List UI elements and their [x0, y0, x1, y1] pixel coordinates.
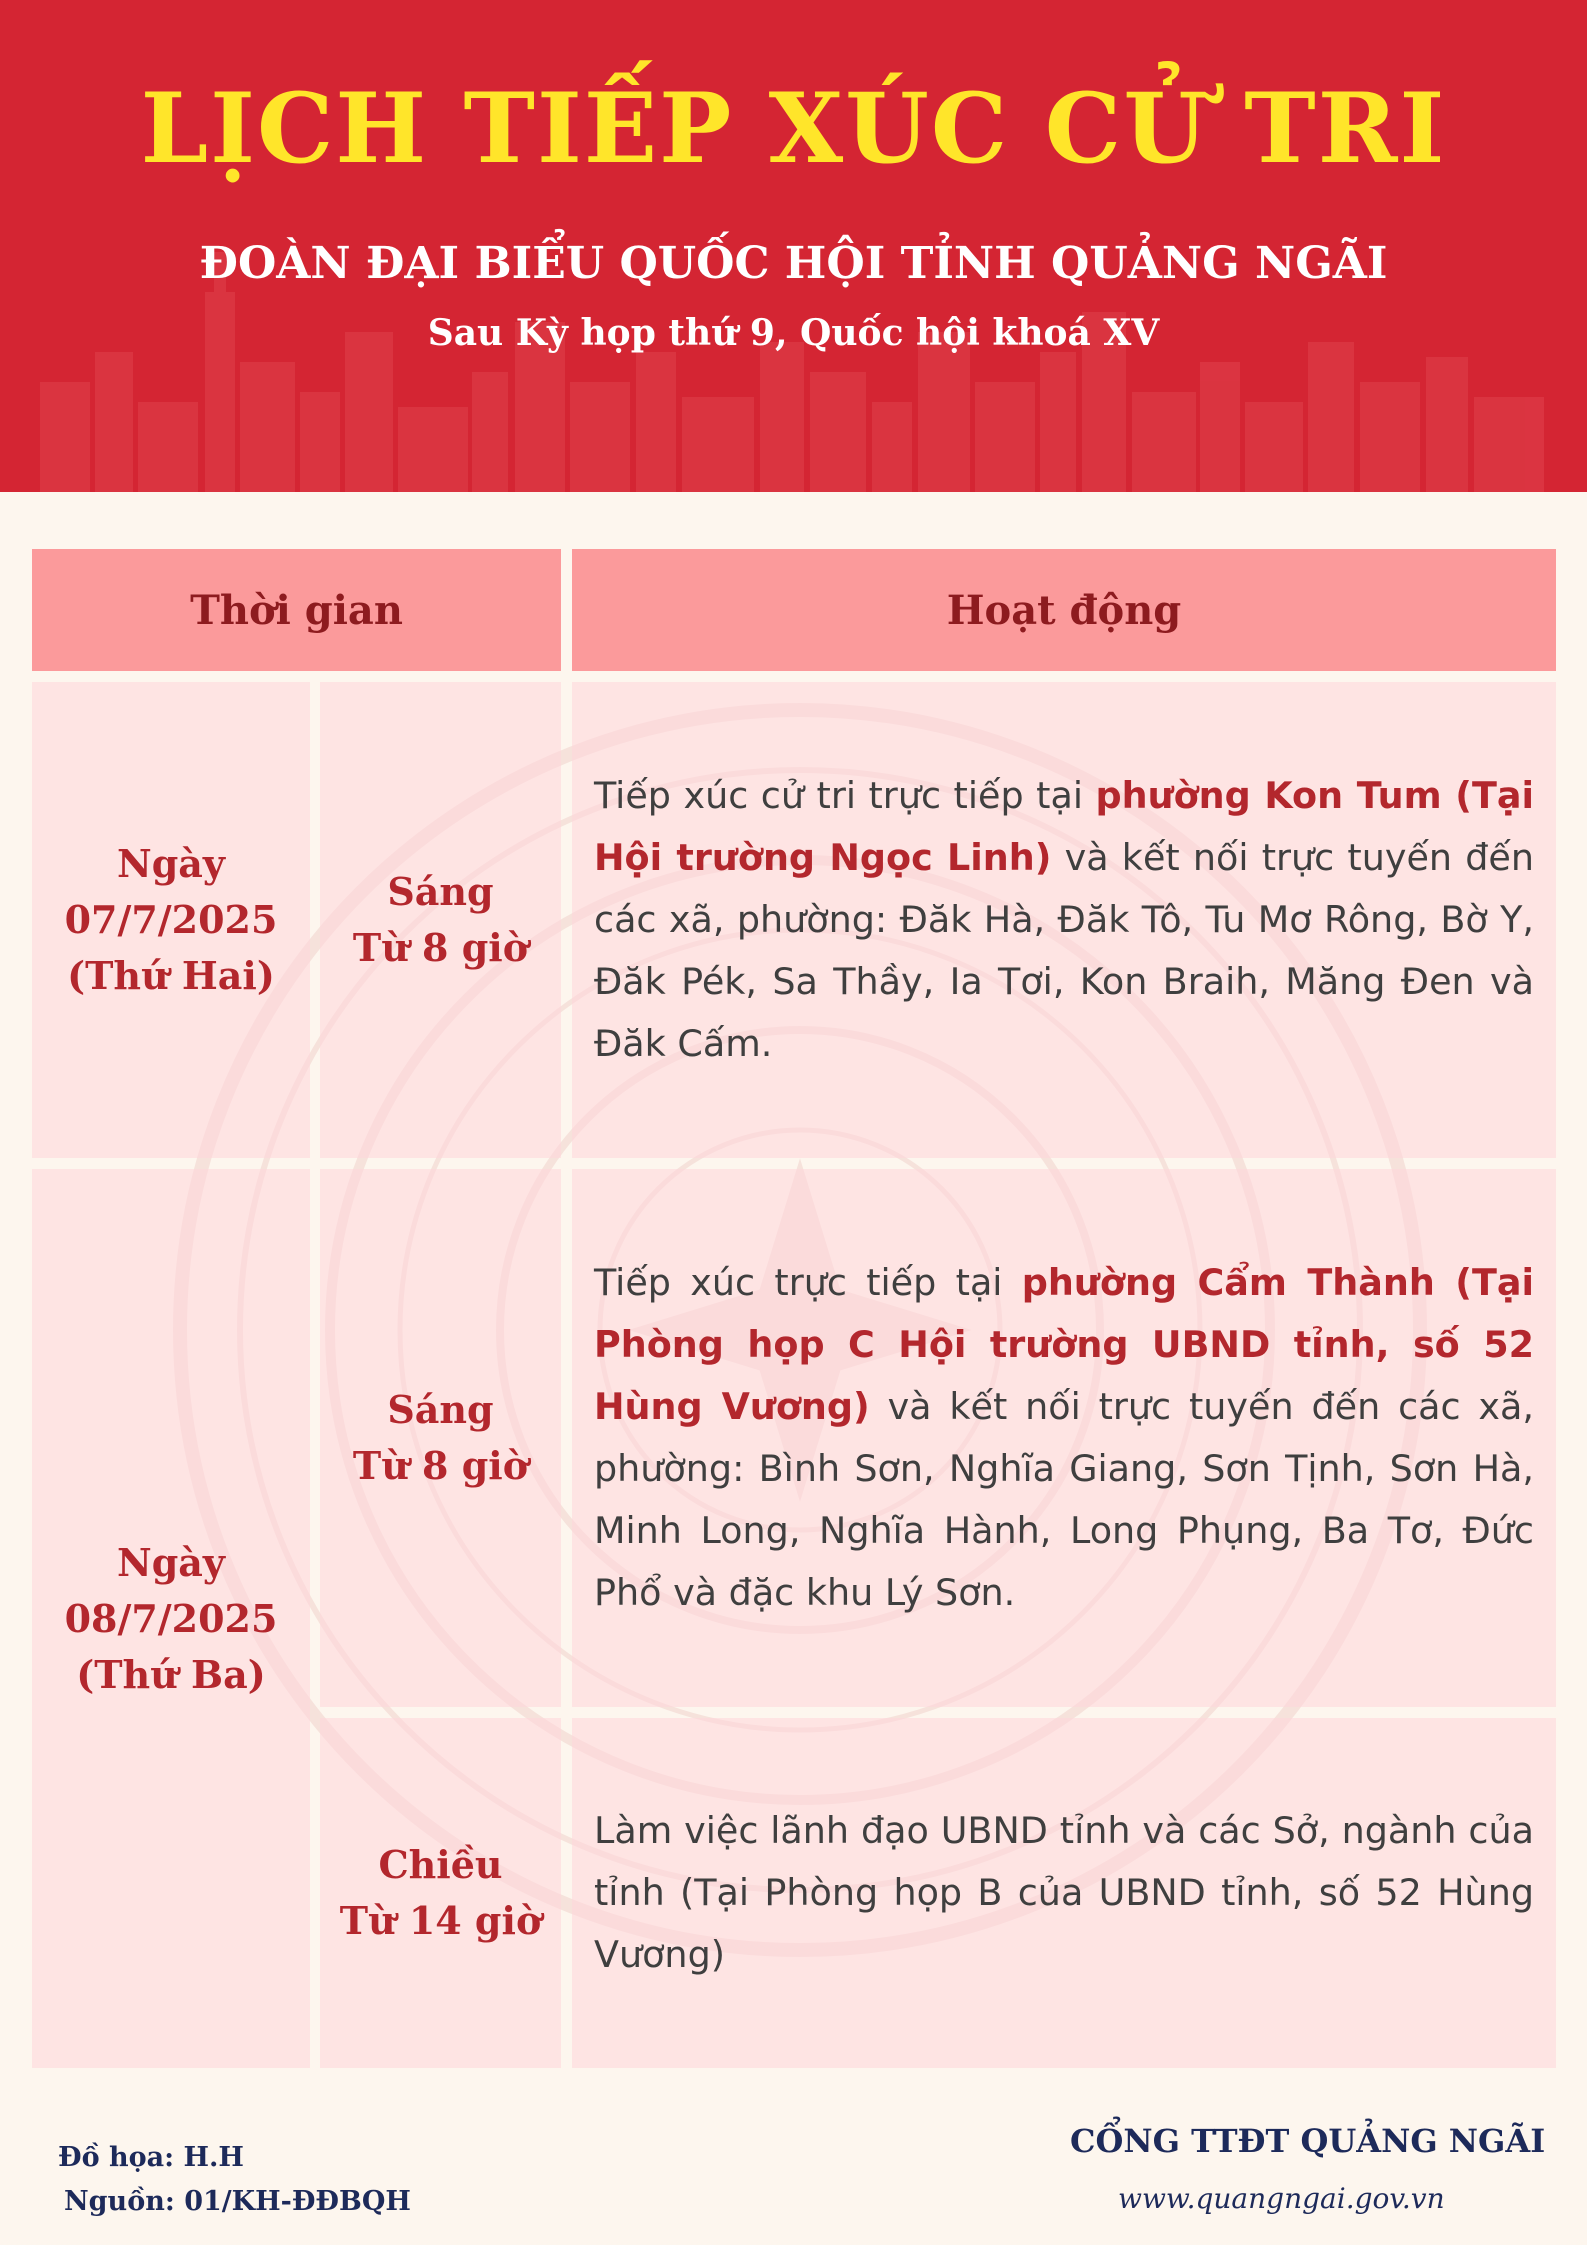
day1-activity-intro: Tiếp xúc cử tri trực tiếp tại: [594, 774, 1096, 817]
footer-credits: [58, 2136, 411, 2224]
day1-session-cell: [320, 682, 561, 1158]
column-header-activity: [572, 549, 1556, 671]
day2-afternoon-activity-text: [594, 1800, 1534, 1986]
column-header-activity-label: Hoạt động: [946, 586, 1182, 634]
day1-session-name: Sáng: [387, 869, 494, 914]
day2-date: 08/7/2025: [64, 1595, 278, 1641]
day1-weekday: (Thứ Hai): [67, 953, 275, 998]
day2-morning-session-cell: [320, 1169, 561, 1707]
day2-morning-activity-details: và kết nối trực tuyến đến các xã, phường: Bình Sơn, Nghĩa Giang, Sơn Tịnh, Sơn Hà, Minh Long, Nghĩa Hành, Long Phụng, Ba Tơ, Đức Phổ và đặc khu Lý Sơn.: [594, 1385, 1534, 1614]
portal-name: CỔNG TTĐT QUẢNG NGÃI: [1070, 2122, 1546, 2160]
column-header-time: [32, 549, 561, 671]
day1-activity-cell: [572, 682, 1556, 1158]
day2-morning-activity-venue: phường Cẩm Thành (Tại Phòng họp C Hội trường UBND tỉnh, số 52 Hùng Vương): [594, 1261, 1535, 1428]
day2-afternoon-activity-cell: [572, 1718, 1556, 2068]
day2-morning-session-time: Từ 8 giờ: [352, 1443, 529, 1488]
day2-morning-activity-text: [594, 1252, 1534, 1624]
day2-label: Ngày: [116, 1539, 225, 1585]
day1-label: Ngày: [116, 841, 225, 886]
day1-date-cell: [32, 682, 310, 1158]
day2-date-cell: [32, 1169, 310, 2068]
delegation-name: ĐOÀN ĐẠI BIỂU QUỐC HỘI TỈNH QUẢNG NGÃI: [199, 238, 1388, 289]
day2-morning-session-name: Sáng: [387, 1387, 494, 1432]
day1-activity-venue: phường Kon Tum (Tại Hội trường Ngọc Linh): [594, 774, 1534, 879]
session-subtitle: Sau Kỳ họp thứ 9, Quốc hội khoá XV: [427, 312, 1160, 354]
day1-activity-details: và kết nối trực tuyến đến các xã, phường: Đăk Hà, Đăk Tô, Tu Mơ Rông, Bờ Y, Đăk Pék, Sa Thầy, Ia Tơi, Kon Braih, Măng Đen và Đăk Cấm.: [594, 836, 1534, 1065]
column-header-time-label: Thời gian: [190, 586, 403, 634]
day2-afternoon-activity-details: Làm việc lãnh đạo UBND tỉnh và các Sở, ngành của tỉnh (Tại Phòng họp B của UBND tỉnh, số 52 Hùng Vương): [594, 1809, 1534, 1976]
website-link[interactable]: www.quangngai.gov.vn: [1118, 2182, 1445, 2215]
day2-weekday: (Thứ Ba): [76, 1651, 266, 1697]
header-banner: [0, 0, 1587, 492]
page-title: LỊCH TIẾP XÚC CỬ TRI: [140, 72, 1447, 185]
day2-afternoon-session-name: Chiều: [378, 1842, 503, 1887]
day2-morning-activity-intro: Tiếp xúc trực tiếp tại: [594, 1261, 1022, 1304]
graphics-credit: Đồ họa: H.H: [58, 2142, 244, 2173]
source-credit: Nguồn: 01/KH-ĐĐBQH: [64, 2186, 411, 2217]
day2-afternoon-session-time: Từ 14 giờ: [339, 1898, 542, 1943]
day1-session-time: Từ 8 giờ: [352, 925, 529, 970]
day2-afternoon-session-cell: [320, 1718, 561, 2068]
day1-date: 07/7/2025: [64, 897, 278, 942]
day2-morning-activity-cell: [572, 1169, 1556, 1707]
day1-activity-text: [594, 765, 1534, 1075]
